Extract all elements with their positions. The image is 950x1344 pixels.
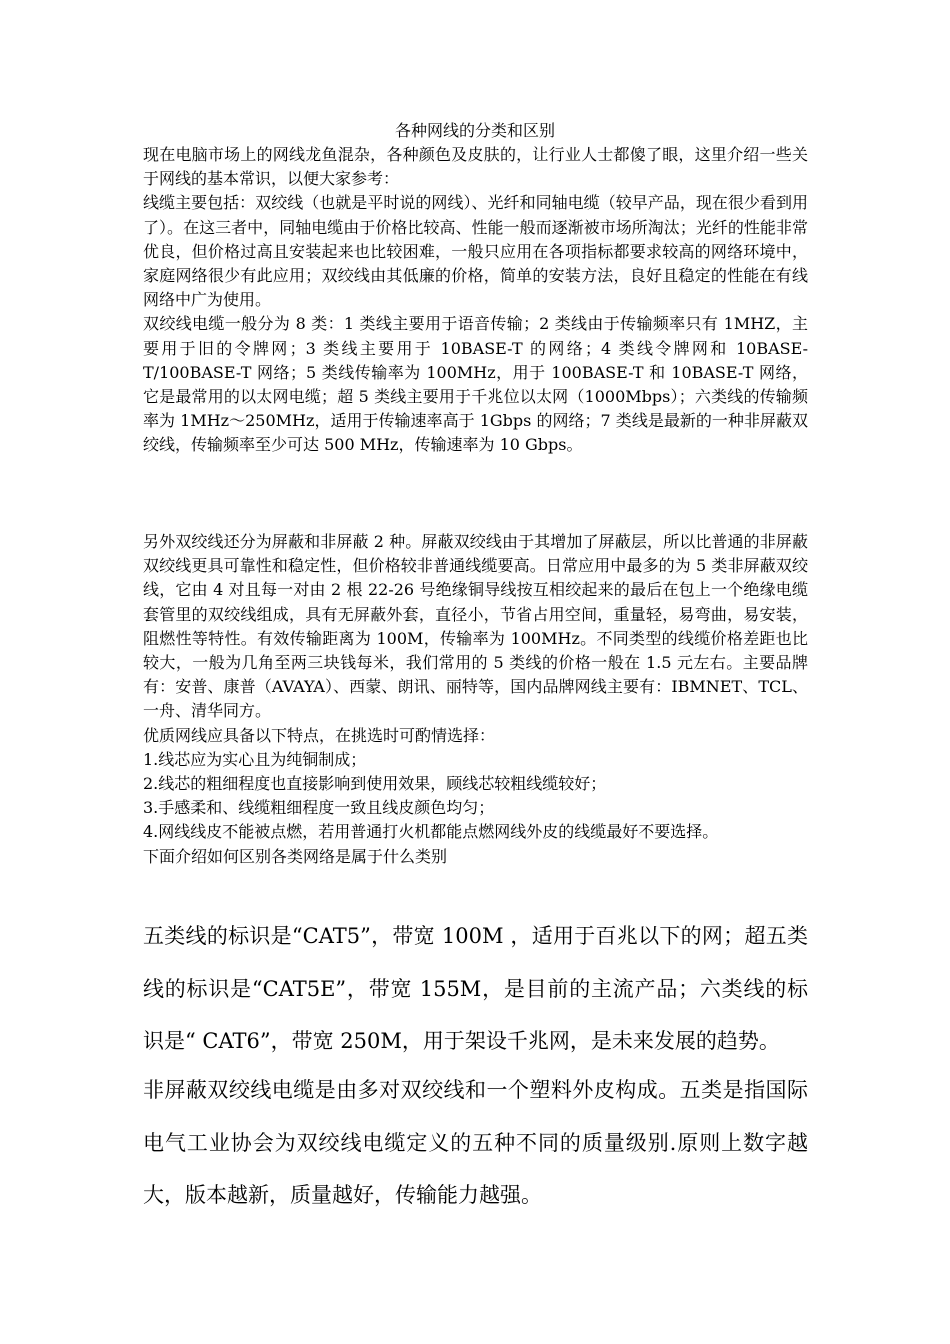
paragraph-cat-labels: 五类线的标识是“CAT5”，带宽 100M ，适用于百兆以下的网；超五类线的标识是“CAT5E”，带宽 155M，是目前的主流产品；六类线的标识是“ CAT6”，带宽 250M，用于架设千兆网，是未来发展的趋势。: [143, 924, 808, 1053]
paragraph-shielding: 另外双绞线还分为屏蔽和非屏蔽 2 种。屏蔽双绞线由于其增加了屏蔽层，所以比普通的非屏蔽双绞线更具可靠性和稳定性，但价格较非普通线缆要高。日常应用中最多的为 5 类非屏蔽双绞线，它由 4 对且每一对由 2 根 22-26 号绝缘铜导线按互相绞起来的最后在包上一个绝缘电缆套管里的双绞线组成，具有无屏蔽外套，直径小，节省占用空间，重量轻，易弯曲，易安装，阻燃性等特性。有效传输距离为 100M，传输率为 100MHz。不同类型的线缆价格差距也比较大，一般为几角至两三块钱每米，我们常用的 5 类线的价格一般在 1.5 元左右。主要品牌有：安普、康普（AVAYA）、西蒙、朗讯、丽特等，国内品牌网线主要有：IBMNET、TCL、一舟、清华同方。: [143, 532, 808, 721]
list-item: 1.线芯应为实心且为纯铜制成；: [143, 749, 367, 769]
paragraph-cable-types: 线缆主要包括：双绞线（也就是平时说的网线）、光纤和同轴电缆（较早产品，现在很少看到用了）。在这三者中，同轴电缆由于价格比较高、性能一般而逐渐被市场所淘汰；光纤的性能非常优良，但价格过高且安装起来也比较困难，一般只应用在各项指标都要求较高的网络环境中，家庭网络很少有此应用；双绞线由其低廉的价格，简单的安装方法，良好且稳定的性能在有线网络中广为使用。: [143, 193, 808, 310]
intro-section: [143, 143, 808, 458]
paragraph-twisted-pair-categories: 双绞线电缆一般分为 8 类：1 类线主要用于语音传输；2 类线由于传输频率只有 1MHZ，主要用于旧的令牌网；3 类线主要用于 10BASE-T 的网络；4 类线令牌网和 10BASE-T/100BASE-T 网络；5 类线传输率为 100MHz，用于 100BASE-T 和 10BASE-T 网络，它是最常用的以太网电缆；超 5 类线主要用于千兆位以太网（1000Mbps）；六类线的传输频率为 1MHz～250MHz，适用于传输速率高于 1Gbps 的网络；7 类线是最新的一种非屏蔽双绞线，传输频率至少可达 500 MHz，传输速率为 10 Gbps。: [143, 314, 808, 455]
list-item: 4.网线线皮不能被点燃，若用普通打火机都能点燃网线外皮的线缆最好不要选择。: [143, 822, 719, 842]
paragraph-identify-intro: 下面介绍如何区别各类网络是属于什么类别: [143, 846, 448, 866]
utp-section: [143, 1064, 808, 1222]
list-item: 2.线芯的粗细程度也直接影响到使用效果，顾线芯较粗线缆较好；: [143, 774, 607, 794]
cat-labels-section: [143, 910, 808, 1068]
list-item: 3.手感柔和、线缆粗细程度一致且线皮颜色均匀；: [143, 798, 495, 818]
paragraph-intro: 现在电脑市场上的网线龙鱼混杂，各种颜色及皮肤的，让行业人士都傻了眼，这里介绍一些关于网线的基本常识，以便大家参考：: [143, 145, 808, 189]
paragraph-utp: 非屏蔽双绞线电缆是由多对双绞线和一个塑料外皮构成。五类是指国际电气工业协会为双绞线电缆定义的五种不同的质量级别.原则上数字越大，版本越新，质量越好，传输能力越强。: [143, 1078, 808, 1207]
document-title: 各种网线的分类和区别: [394, 121, 555, 140]
shielding-section: [143, 530, 808, 869]
paragraph-quality-intro: 优质网线应具备以下特点，在挑选时可酌情选择：: [143, 725, 496, 745]
